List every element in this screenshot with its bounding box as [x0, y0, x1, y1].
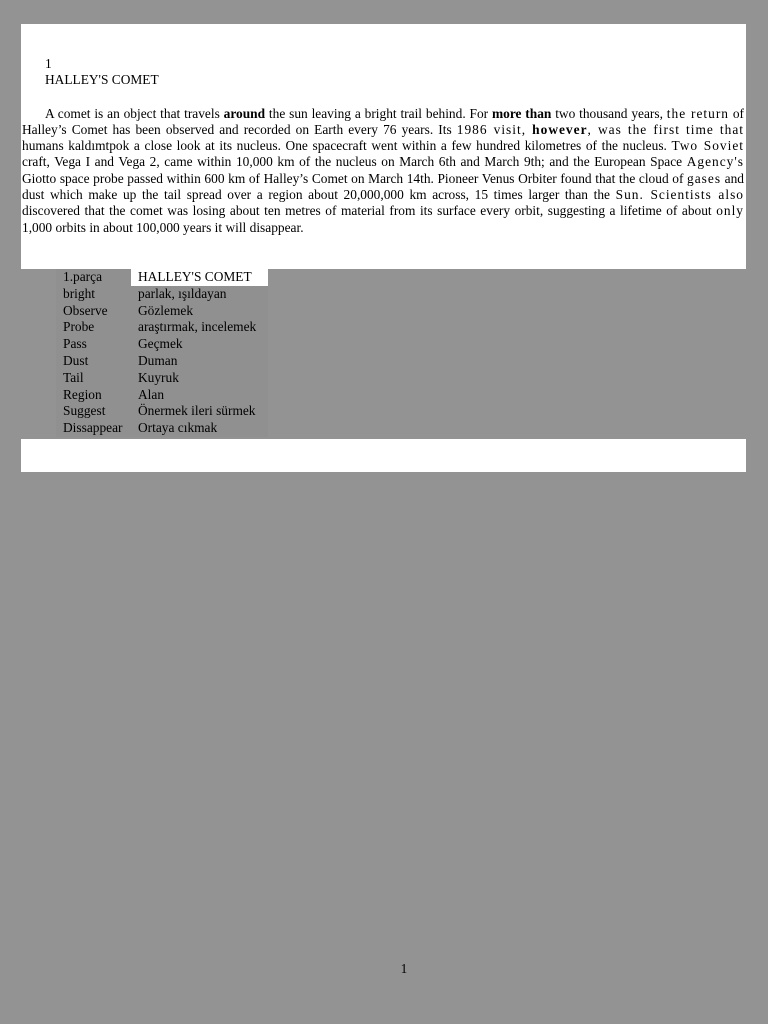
vocabulary-term: Dust: [56, 353, 131, 370]
vocabulary-term: bright: [56, 286, 131, 303]
vocabulary-term: Observe: [56, 303, 131, 320]
paragraph-segment: discovered that the comet was losing about ten metres of material from its surface every orbit, suggesting a lifetime of about: [22, 203, 717, 219]
vocabulary-row: [56, 336, 268, 353]
paragraph-segment: however: [532, 121, 588, 137]
vocabulary-meaning: Alan: [131, 387, 268, 404]
vocabulary-row: [56, 303, 268, 320]
paragraph-segment: of Halley’s Comet has been observed and recorded on Earth every 76 years. Its: [22, 105, 744, 137]
vocabulary-meaning: Gözlemek: [131, 303, 268, 320]
paragraph-segment: 1,000 orbits in about 100,000 years it will disappear.: [22, 219, 304, 235]
vocabulary-term: Suggest: [56, 403, 131, 420]
paragraph-segment: Sun. Scientists also: [615, 187, 744, 203]
paragraph-segment: and dust which make up the tail spread over a region about 20,000,000 km across, 15 times larger than the: [22, 170, 744, 203]
vocabulary-meaning: Kuyruk: [131, 370, 268, 387]
vocabulary-header-term: 1.parça: [56, 269, 131, 286]
vocabulary-term: Probe: [56, 319, 131, 336]
vocabulary-row: [56, 286, 268, 303]
vocabulary-meaning: parlak, ışıldayan: [131, 286, 268, 303]
vocabulary-row: [56, 353, 268, 370]
vocabulary-meaning: Geçmek: [131, 336, 268, 353]
vocabulary-row: [56, 319, 268, 336]
paragraph-segment: the return: [666, 105, 729, 121]
vocabulary-row: [56, 420, 268, 437]
paragraph-segment: the sun leaving a bright trail behind. For: [265, 105, 492, 121]
paragraph-segment: more than: [491, 105, 552, 121]
paragraph-segment: craft, Vega I and Vega 2, came within 10,000 km of the nucleus on March 6th and March 9th; and the European Space: [22, 154, 687, 170]
section-number: 1: [45, 56, 52, 71]
paragraph-segment: gases: [687, 170, 722, 186]
paragraph-segment: around: [223, 105, 266, 121]
blank-page-strip: [21, 439, 746, 472]
paragraph-segment: only: [716, 203, 744, 219]
vocabulary-row: [56, 387, 268, 404]
vocabulary-term: Pass: [56, 336, 131, 353]
vocabulary-term: Tail: [56, 370, 131, 387]
paragraph-segment: Giotto space probe passed within 600 km of Halley’s Comet on March 14th. Pioneer Venus Orbiter found that the cloud of: [22, 170, 688, 186]
paragraph-segment: humans kaldımtpok a close look at its nucleus. One spacecraft went within a few hundred kilometres of the nucleus.: [22, 138, 672, 154]
vocabulary-meaning: Önermek ileri sürmek: [131, 403, 268, 420]
vocabulary-meaning: Ortaya cıkmak: [131, 420, 268, 437]
paragraph-segment: two thousand years,: [551, 105, 667, 121]
vocabulary-row: [56, 370, 268, 387]
vocabulary-row: [56, 403, 268, 420]
paragraph-segment: , was the first time that: [587, 121, 744, 137]
vocabulary-term: Region: [56, 387, 131, 404]
paragraph-segment: Agency's: [686, 154, 744, 170]
vocabulary-meaning: araştırmak, incelemek: [131, 319, 268, 336]
paragraph-segment: Two Soviet: [671, 138, 744, 154]
article-paragraph: [22, 106, 744, 236]
paragraph-segment: 1986 visit,: [456, 121, 533, 137]
vocabulary-header-meaning: HALLEY'S COMET: [131, 269, 268, 286]
article: [22, 56, 744, 236]
vocabulary-meaning: Duman: [131, 353, 268, 370]
vocabulary-term: Dissappear: [56, 420, 131, 437]
article-title: HALLEY'S COMET: [45, 72, 159, 88]
vocabulary-header-row: [56, 269, 268, 286]
page-number: 1: [400, 961, 408, 976]
vocabulary-table: [56, 269, 268, 437]
paragraph-segment: A comet is an object that travels: [45, 105, 224, 121]
